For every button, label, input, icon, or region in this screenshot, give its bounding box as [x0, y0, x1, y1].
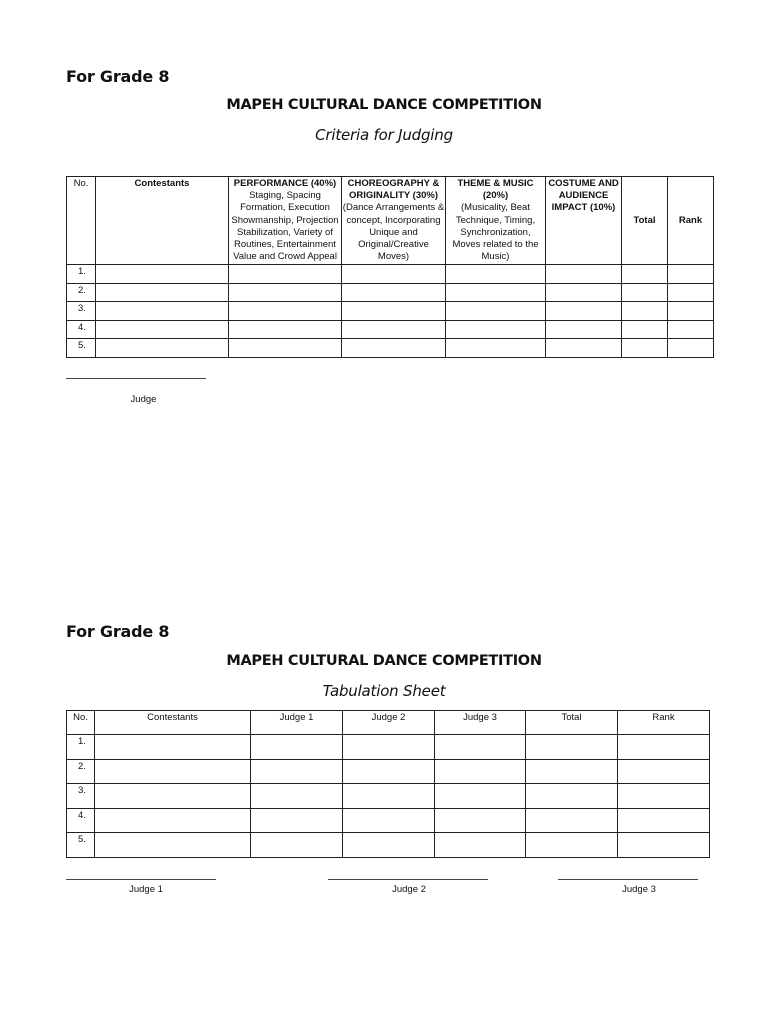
judge-signature-label: Judge [130, 394, 157, 405]
judge-signature-line[interactable] [66, 378, 206, 379]
theme-music-cell[interactable] [446, 302, 546, 321]
header-judge-3: Judge 3 [435, 711, 526, 735]
theme-music-cell[interactable] [446, 320, 546, 339]
row-number: 4. [67, 808, 95, 833]
theme-music-cell[interactable] [446, 339, 546, 358]
row-number: 2. [67, 283, 96, 302]
table-row [67, 302, 714, 321]
judge-1-cell[interactable] [251, 833, 343, 858]
rank-cell[interactable] [618, 784, 710, 809]
performance-cell[interactable] [229, 339, 342, 358]
judge-1-cell[interactable] [251, 759, 343, 784]
choreography-description: (Dance Arrangements & concept, Incorporating Unique and Original/Creative Moves) [342, 202, 445, 263]
table-row [67, 833, 710, 858]
choreography-cell[interactable] [342, 265, 446, 284]
performance-cell[interactable] [229, 265, 342, 284]
judge-3-cell[interactable] [435, 759, 526, 784]
costume-cell[interactable] [546, 320, 622, 339]
row-number: 5. [67, 339, 96, 358]
header-performance [229, 177, 342, 265]
table-row [67, 320, 714, 339]
document-subtitle: Tabulation Sheet [322, 682, 446, 700]
table-row [67, 265, 714, 284]
rank-cell[interactable] [668, 320, 714, 339]
judge-2-cell[interactable] [343, 784, 435, 809]
header-rank: Rank [668, 177, 714, 265]
judge-3-cell[interactable] [435, 833, 526, 858]
row-number: 2. [67, 759, 95, 784]
performance-cell[interactable] [229, 283, 342, 302]
header-total: Total [526, 711, 618, 735]
total-cell[interactable] [526, 833, 618, 858]
total-cell[interactable] [622, 283, 668, 302]
costume-cell[interactable] [546, 339, 622, 358]
header-rank: Rank [618, 711, 710, 735]
row-number: 3. [67, 784, 95, 809]
tabulation-table [66, 710, 710, 858]
rank-cell[interactable] [668, 265, 714, 284]
judge-2-cell[interactable] [343, 735, 435, 760]
choreography-cell[interactable] [342, 283, 446, 302]
choreography-cell[interactable] [342, 320, 446, 339]
choreography-title: CHOREOGRAPHY & ORIGINALITY (30%) [347, 178, 440, 202]
table-header-row [67, 711, 710, 735]
judge-1-cell[interactable] [251, 808, 343, 833]
header-choreography [342, 177, 446, 265]
performance-cell[interactable] [229, 302, 342, 321]
contestant-cell[interactable] [96, 265, 229, 284]
contestant-cell[interactable] [96, 283, 229, 302]
rank-cell[interactable] [668, 339, 714, 358]
judge-2-cell[interactable] [343, 759, 435, 784]
total-cell[interactable] [622, 339, 668, 358]
contestant-cell[interactable] [95, 784, 251, 809]
rank-cell[interactable] [668, 283, 714, 302]
header-judge-1: Judge 1 [251, 711, 343, 735]
header-costume [546, 177, 622, 265]
judge-3-cell[interactable] [435, 808, 526, 833]
table-row [67, 808, 710, 833]
contestant-cell[interactable] [96, 339, 229, 358]
row-number: 4. [67, 320, 96, 339]
contestant-cell[interactable] [96, 302, 229, 321]
theme-music-title: THEME & MUSIC (20%) [457, 178, 534, 202]
header-judge-2: Judge 2 [343, 711, 435, 735]
judge-1-signature-label: Judge 1 [129, 884, 163, 895]
total-cell[interactable] [526, 784, 618, 809]
criteria-table [66, 176, 714, 358]
rank-cell[interactable] [618, 833, 710, 858]
total-cell[interactable] [526, 759, 618, 784]
grade-heading: For Grade 8 [66, 622, 170, 641]
document-title: MAPEH CULTURAL DANCE COMPETITION [226, 653, 542, 669]
judge-3-cell[interactable] [435, 784, 526, 809]
contestant-cell[interactable] [95, 833, 251, 858]
rank-cell[interactable] [618, 808, 710, 833]
total-cell[interactable] [622, 320, 668, 339]
judge-1-signature-line[interactable] [66, 879, 216, 880]
rank-cell[interactable] [618, 759, 710, 784]
contestant-cell[interactable] [96, 320, 229, 339]
table-row [67, 759, 710, 784]
header-total: Total [622, 177, 668, 265]
costume-cell[interactable] [546, 265, 622, 284]
theme-music-description: (Musicality, Beat Technique, Timing, Synchronization, Moves related to the Music) [452, 202, 539, 263]
theme-music-cell[interactable] [446, 265, 546, 284]
header-theme-music [446, 177, 546, 265]
costume-cell[interactable] [546, 283, 622, 302]
row-number: 3. [67, 302, 96, 321]
performance-description: Staging, Spacing Formation, Execution Showmanship, Projection Stabilization, Variety of Routines, Entertainment Value and Crowd Appeal [231, 190, 339, 263]
judge-2-cell[interactable] [343, 833, 435, 858]
costume-title: COSTUME AND AUDIENCE IMPACT (10%) [548, 178, 619, 214]
table-row [67, 339, 714, 358]
choreography-cell[interactable] [342, 302, 446, 321]
judge-1-cell[interactable] [251, 784, 343, 809]
total-cell[interactable] [526, 735, 618, 760]
document-subtitle: Criteria for Judging [315, 126, 453, 144]
judge-3-signature-line[interactable] [558, 879, 698, 880]
header-contestants [96, 177, 229, 265]
judge-2-signature-line[interactable] [328, 879, 488, 880]
theme-music-cell[interactable] [446, 283, 546, 302]
performance-cell[interactable] [229, 320, 342, 339]
document-title: MAPEH CULTURAL DANCE COMPETITION [226, 97, 542, 113]
contestant-cell[interactable] [95, 735, 251, 760]
table-row [67, 735, 710, 760]
judge-3-signature-label: Judge 3 [622, 884, 656, 895]
row-number: 5. [67, 833, 95, 858]
contestant-cell[interactable] [95, 759, 251, 784]
total-cell[interactable] [622, 302, 668, 321]
judge-1-cell[interactable] [251, 735, 343, 760]
row-number: 1. [67, 735, 95, 760]
header-no: No. [67, 711, 95, 735]
table-row [67, 784, 710, 809]
total-cell[interactable] [526, 808, 618, 833]
table-header-row [67, 177, 714, 265]
grade-heading: For Grade 8 [66, 67, 170, 86]
row-number: 1. [67, 265, 96, 284]
total-cell[interactable] [622, 265, 668, 284]
judge-3-cell[interactable] [435, 735, 526, 760]
contestant-cell[interactable] [95, 808, 251, 833]
header-contestants-label: Contestants [134, 178, 190, 189]
table-row [67, 283, 714, 302]
rank-cell[interactable] [668, 302, 714, 321]
judge-2-cell[interactable] [343, 808, 435, 833]
header-no: No. [67, 177, 96, 265]
header-contestants: Contestants [95, 711, 251, 735]
choreography-cell[interactable] [342, 339, 446, 358]
rank-cell[interactable] [618, 735, 710, 760]
judge-2-signature-label: Judge 2 [392, 884, 426, 895]
costume-cell[interactable] [546, 302, 622, 321]
performance-title: PERFORMANCE (40%) [233, 178, 337, 189]
